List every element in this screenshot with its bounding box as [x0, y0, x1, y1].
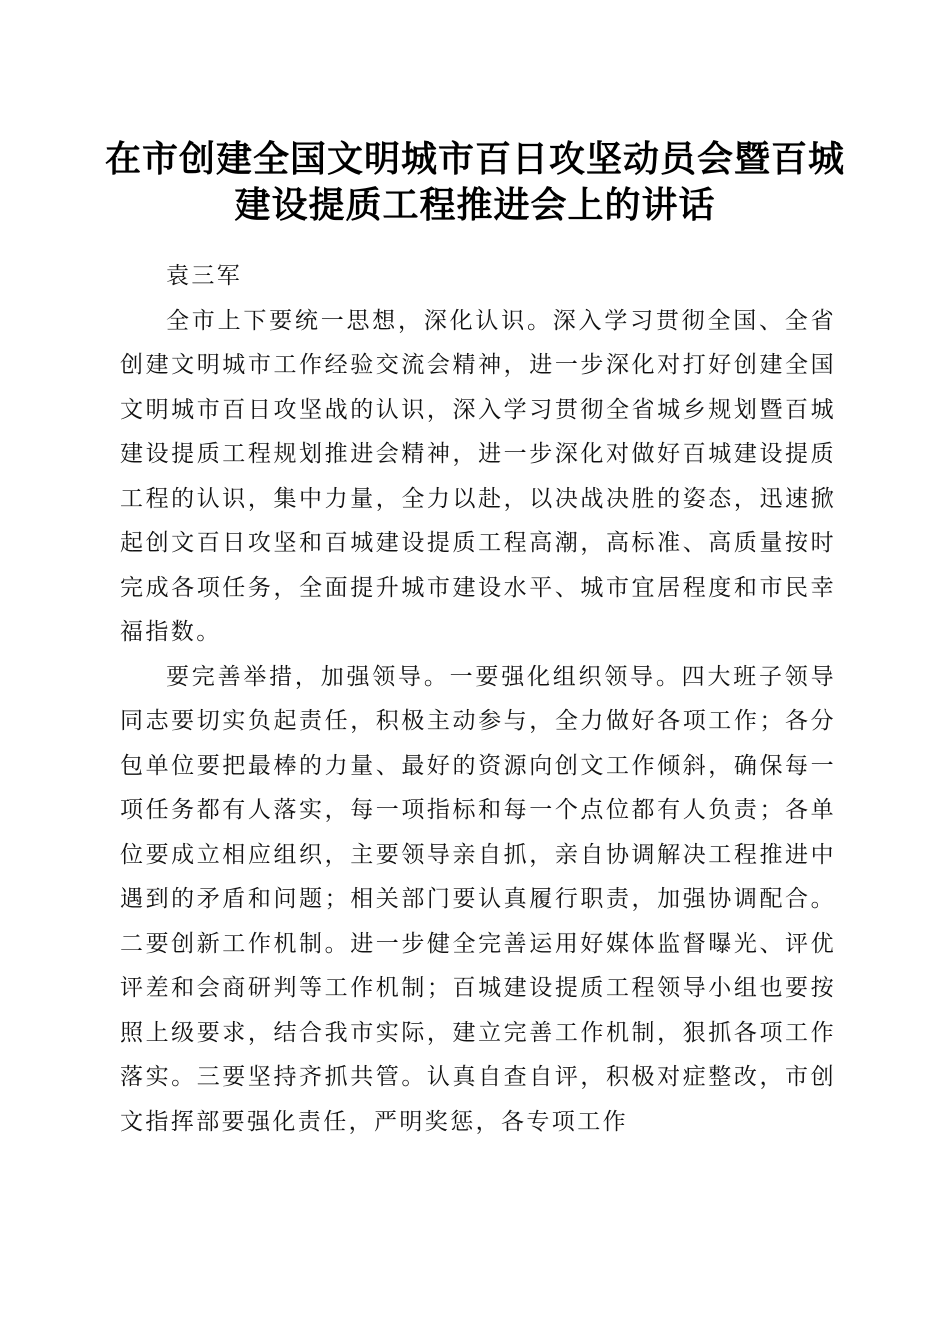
document-title: [100, 136, 850, 228]
paragraph-2: 要完善举措，加强领导。一要强化组织领导。四大班子领导同志要切实负起责任，积极主动参与，全力做好各项工作；各分包单位要把最棒的力量、最好的资源向创文工作倾斜，确保每一项任务都有人落实，每一项指标和每一个点位都有人负责；各单位要成立相应组织，主要领导亲自抓，亲自协调解决工程推进中遇到的矛盾和问题；相关部门要认真履行职责，加强协调配合。二要创新工作机制。进一步健全完善运用好媒体监督曝光、评优评差和会商研判等工作机制；百城建设提质工程领导小组也要按照上级要求，结合我市实际，建立完善工作机制，狠抓各项工作落实。三要坚持齐抓共管。认真自查自评，积极对症整改，市创文指挥部要强化责任，严明奖惩，各专项工作: [120, 663, 836, 1135]
document-body: [120, 254, 836, 1144]
author-name: 袁三军: [166, 263, 243, 289]
title-line-1: 在市创建全国文明城市百日攻坚动员会暨百城: [104, 138, 845, 180]
paragraph-1: 全市上下要统一思想，深化认识。深入学习贯彻全国、全省创建文明城市工作经验交流会精神，进一步深化对打好创建全国文明城市百日攻坚战的认识，深入学习贯彻全省城乡规划暨百城建设提质工程规划推进会精神，进一步深化对做好百城建设提质工程的认识，集中力量，全力以赴，以决战决胜的姿态，迅速掀起创文百日攻坚和百城建设提质工程高潮，高标准、高质量按时完成各项任务，全面提升城市建设水平、城市宜居程度和市民幸福指数。: [120, 307, 836, 645]
title-line-2: 建设提质工程推进会上的讲话: [234, 184, 716, 226]
